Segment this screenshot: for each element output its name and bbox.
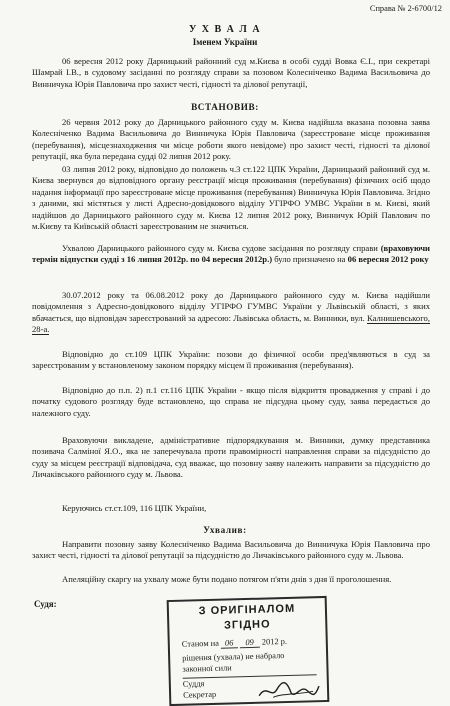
paragraph-3-start: Ухвалою Дарницького районного суду м. Києва судове засідання по розгляду справи <box>62 243 378 253</box>
paragraph-4-address: Калнишевського, 28-а. <box>32 312 430 335</box>
paragraph-9: Направити позовну заяву Колесніченко Вадима Васильовича до Винничука Юрія Павловича про захист честі, гідності та ділової репутації за підсудністю до Личаківського районного суду м. Львова. <box>32 539 430 561</box>
stamp-year: 2012 р. <box>261 636 288 647</box>
stamp-line-original: З ОРИГІНАЛОМ <box>198 602 296 618</box>
judge-label: Судя: <box>34 599 57 609</box>
paragraph-7: Враховуючи викладене, адміністративне підпорядкування м. Винники, думку представника позивача Салміної Я.О., яка не заперечувала проти правомірності направлення справи за підсудністю до суду за місцем реєстрації відповідача, суд вважає, що позовну заяву належить направити за підсудністю до Личаківського районного суду м. Львова. <box>32 435 430 480</box>
paragraph-4 <box>32 290 430 336</box>
document-subtitle: Іменем України <box>192 37 258 47</box>
paragraph-3-vacation-note: (враховуючи термін відпустки судді з 16 липня 2012р. по 04 вересня 2012р.) <box>32 243 430 265</box>
stamp-date-row <box>182 637 287 649</box>
paragraph-8: Керуючись ст.ст.109, 116 ЦПК України, <box>62 503 207 513</box>
paragraph-1: 26 червня 2012 року до Дарницького районного суду м. Києва надійшла вказана позовна заява Колесніченко Вадима Васильовича до Винничука Юрія Павловича (зареєстроване місце проживання (перебування), місцезнаходження чи місце роботи якого невідоме) про захист честі, гідності та ділової репутації, яка була передана судді 02 липня 2012 року. <box>32 117 430 162</box>
paragraph-3-mid: було призначено на <box>274 254 346 265</box>
stamp-force-line: законної сили <box>182 663 232 674</box>
case-number: Справа № 2-6700/12 <box>369 4 442 13</box>
handwritten-signature <box>257 678 322 702</box>
paragraph-3 <box>32 243 430 266</box>
paragraph-3-date: 06 вересня 2012 року <box>347 254 429 265</box>
stamp-day: 06 <box>221 638 238 648</box>
stamp-line-agrees: ЗГІДНО <box>223 618 271 632</box>
stamp-status-prefix: Станом на <box>181 638 219 649</box>
stamp-month: 09 <box>239 638 260 649</box>
stamp-judge-line: Суддя <box>182 679 205 689</box>
paragraph-4-start: 30.07.2012 року та 06.08.2012 року до Дарницького районного суду м. Києва надійшли повідомлення з Адресно-довідкового відділу УГІРФО ГУМВС України у Львівській області, з яких вбачається, що відповідач зареєстрований за адресою: Львівська область, м. Винники, вул. <box>32 290 430 323</box>
intro-paragraph: 06 вересня 2012 року Дарницький районний суд м.Києва в особі судді Вовка Є.І., при секретарі Шамрай І.В., в судовому засіданні по розгляду справи за позовом Колесніченко Вадима Васильовича до Винничука Юрія Павловича про захист честі, гідності та ділової репутації, <box>32 56 430 89</box>
paragraph-10: Апеляційну скаргу на ухвалу може бути подано потягом п'яти днів з дня її проголошення. <box>62 574 392 584</box>
stamp-secretary-line: Секретар <box>183 689 217 700</box>
established-heading: ВСТАНОВИВ: <box>191 102 259 112</box>
stamp-decision-line: рішення (ухвала) не набрало <box>182 651 285 663</box>
resolved-heading: Ухвалив: <box>203 525 247 535</box>
certification-stamp <box>167 596 330 706</box>
document-title: У Х В А Л А <box>188 24 262 35</box>
paragraph-5: Відповідно до ст.109 ЦПК України: позови до фізичної особи пред'являються в суд за зареєстрованим у встановленому законом порядку місцем її проживання (перебування). <box>32 349 430 371</box>
paragraph-2: 03 липня 2012 року, відповідно до положень ч.3 ст.122 ЦПК України, Дарницький районний суд м. Києва звернувся до відповідного органу реєстрації місця проживання (перебування) фізичних осіб щодо надання інформації про зареєстроване місце проживання (перебування) Винничука Юрія Павловича. Згідно з даними, які містяться у листі Адресно-довідкового відділу УГІРФО УМВС України в м. Києві, який надійшов до Дарницького районного суду м. Києва 12 липня 2012 року, Винничук Юрій Павлович по м.Києву та Київській області зареєстрованим не значиться. <box>32 164 430 232</box>
paragraph-6: Відповідно до п.п. 2) п.1 ст.116 ЦПК України - якщо після відкриття провадження у справі і до початку судового розгляду буде встановлено, що справа не підсудна цьому суду, заява передається до належного суду. <box>32 385 430 418</box>
